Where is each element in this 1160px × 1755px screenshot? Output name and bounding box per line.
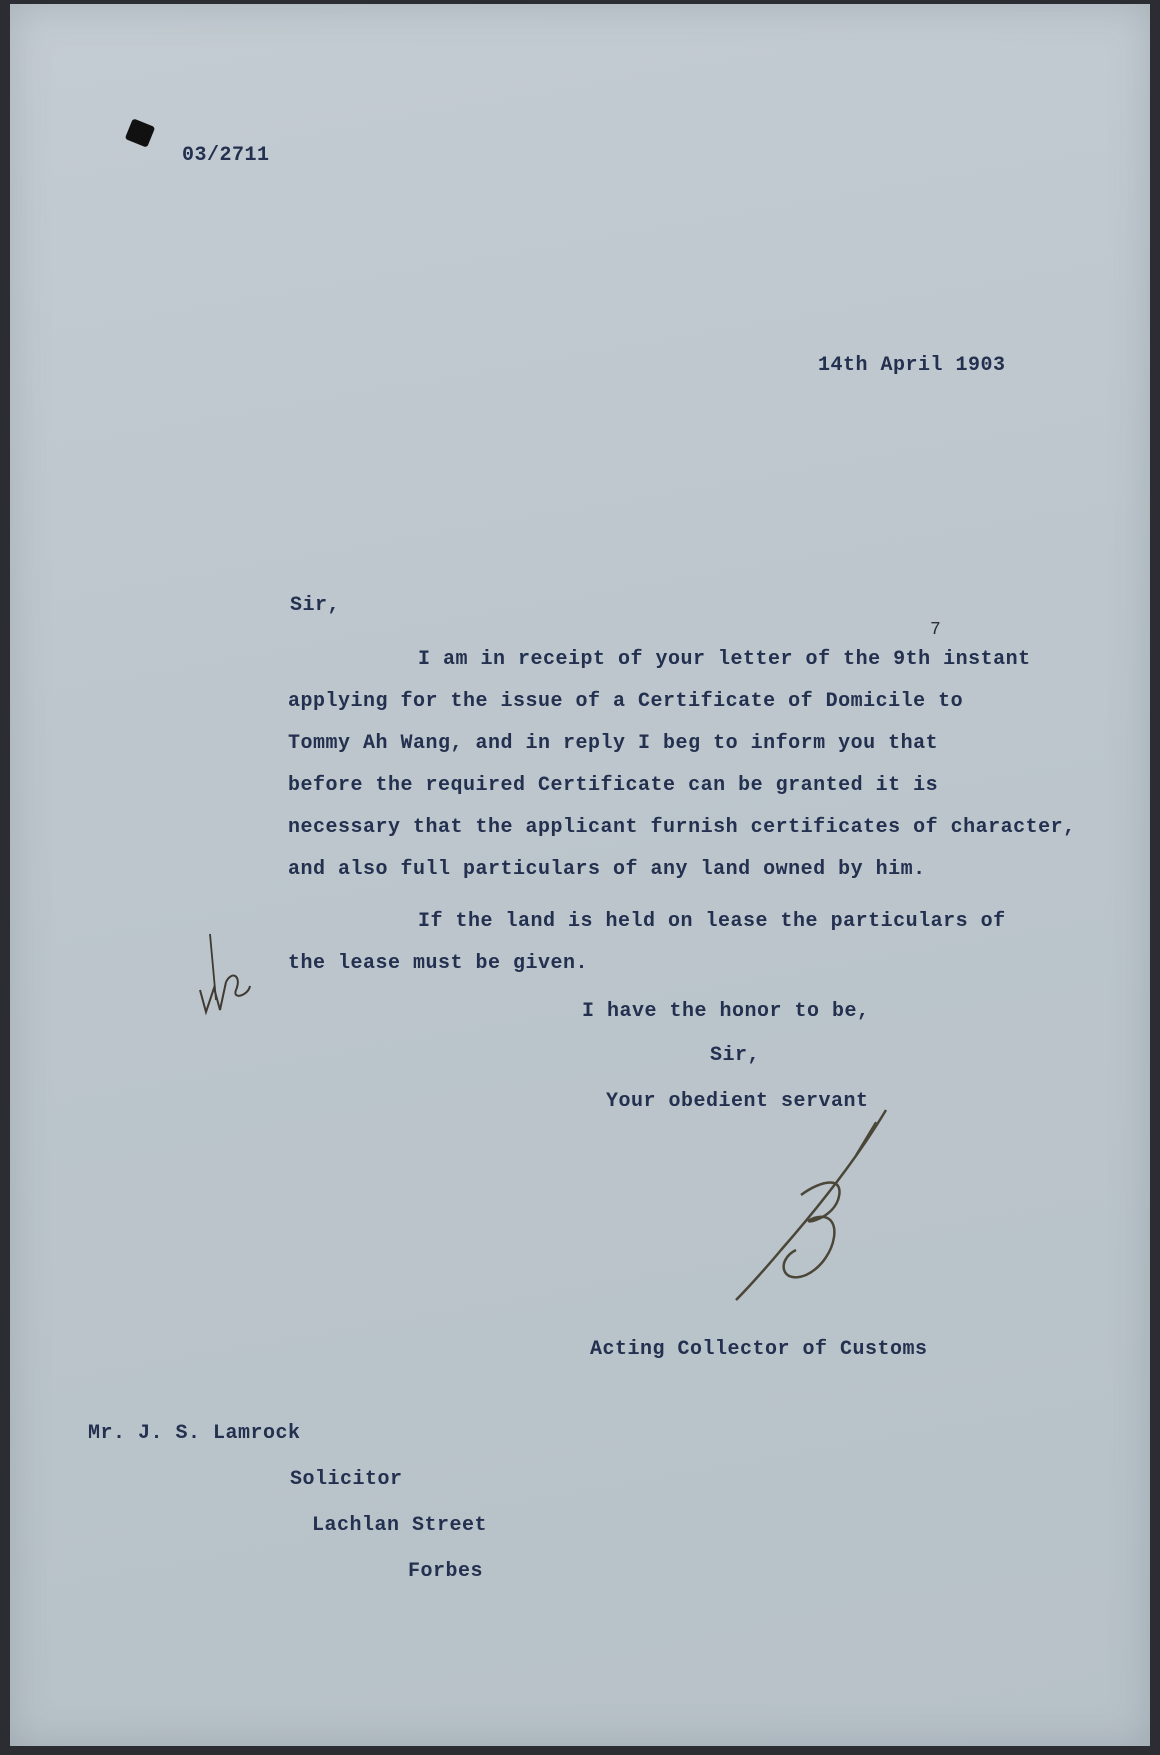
letter-date: 14th April 1903 [818,354,1006,377]
body-line: and also full particulars of any land owned by him. [288,858,926,881]
handwritten-signature [726,1100,906,1310]
reference-number: 03/2711 [182,144,270,167]
closing-line: I have the honor to be, [582,1000,870,1023]
body-line: necessary that the applicant furnish certificates of character, [288,816,1076,839]
addressee-occupation: Solicitor [290,1468,403,1491]
body-line: Tommy Ah Wang, and in reply I beg to inform you that [288,732,939,755]
addressee-name: Mr. J. S. Lamrock [88,1422,301,1445]
body-line: before the required Certificate can be granted it is [288,774,939,797]
addressee-street: Lachlan Street [312,1514,488,1537]
marginal-initials-mark [196,930,266,1020]
body-line: the lease must be given. [288,952,589,975]
addressee-town: Forbes [408,1560,484,1583]
body-line: applying for the issue of a Certificate of Domicile to [288,690,964,713]
salutation: Sir, [290,594,341,617]
ink-blot [125,118,155,147]
handwritten-correction: 7 [930,620,942,640]
closing-line: Your obedient servant [606,1090,869,1113]
body-line: If the land is held on lease the particulars of [418,910,1006,933]
closing-line: Sir, [710,1044,761,1067]
letter-page [10,4,1150,1746]
signatory-title: Acting Collector of Customs [590,1338,928,1361]
body-line: I am in receipt of your letter of the 9th instant [418,648,1031,671]
